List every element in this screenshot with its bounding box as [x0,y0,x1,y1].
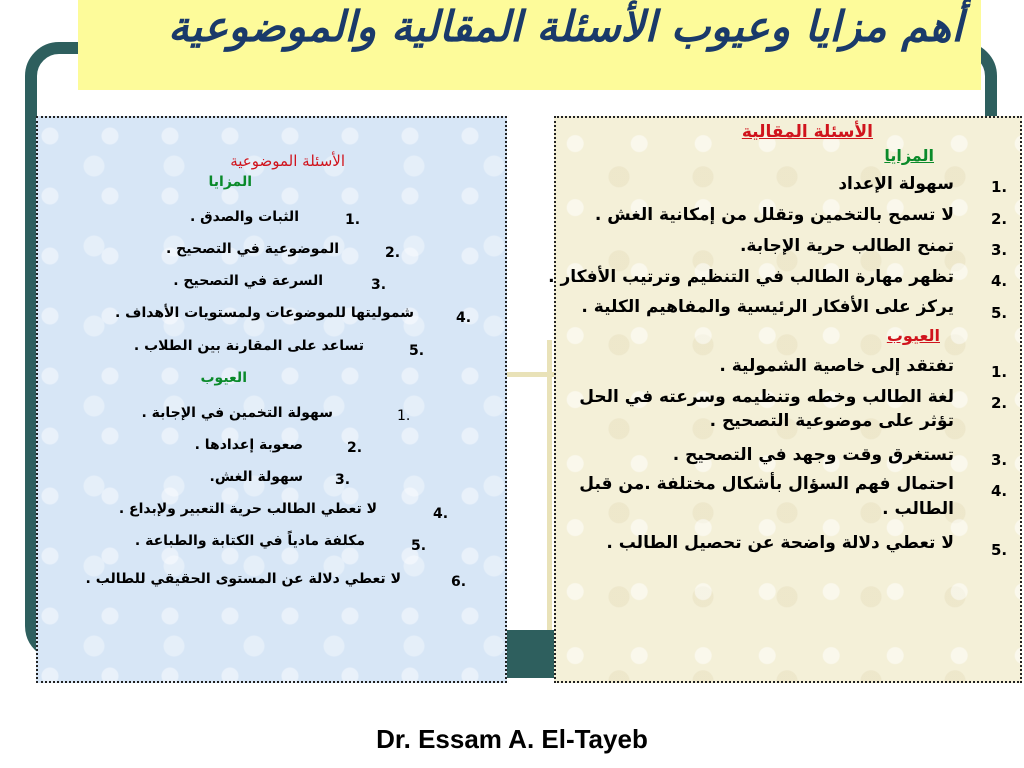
essay-advantage-number: 3. [991,241,1008,259]
objective-disadvantage-number: 5. [411,538,427,554]
objective-advantage-number: 5. [409,343,425,359]
essay-panel [548,116,1022,683]
essay-disadvantages-label: العيوب [886,326,940,345]
essay-disadvantage-number: 1. [991,363,1008,381]
objective-advantage-number: 2. [385,245,401,261]
essay-advantages-label: المزايا [884,146,934,165]
essay-advantage-item: يركز على الأفكار الرئيسية والمفاهيم الكلية . [581,297,954,317]
author-footer: Dr. Essam A. El-Tayeb [376,724,648,754]
objective-advantage-item: الموضوعية في التصحيح . [165,241,339,257]
essay-disadvantage-item: لا تعطي دلالة واضحة عن تحصيل الطالب . [606,533,954,553]
essay-disadvantage-item: تستغرق وقت وجهد في التصحيح . [672,445,954,465]
objective-disadvantage-item: سهولة التخمين في الإجابة . [141,405,333,421]
objective-disadvantage-number: 2. [347,440,363,456]
objective-disadvantage-item: مكلفة مادياً في الكتابة والطباعة . [134,533,365,549]
essay-advantage-item: تمنح الطالب حرية الإجابة. [739,236,954,256]
objective-disadvantage-number: 6. [451,574,467,590]
essay-advantage-item: سهولة الإعداد [838,174,954,194]
objective-advantage-item: تساعد على المقارنة بين الطلاب . [133,338,364,354]
essay-disadvantage-number: 3. [991,451,1008,469]
essay-disadvantage-item: احتمال فهم السؤال بأشكال مختلفة .من قبل [579,474,954,494]
objective-disadvantages-label: العيوب [200,370,247,386]
objective-panel [36,116,507,683]
slide-title: أهم مزايا وعيوب الأسئلة المقالية والموضوعية [168,2,963,51]
objective-heading: الأسئلة الموضوعية [230,152,345,170]
objective-advantage-item: شموليتها للموضوعات ولمستويات الأهداف . [114,305,414,321]
essay-advantage-item: لا تسمح بالتخمين وتقلل من إمكانية الغش . [594,205,954,225]
essay-disadvantage-number: 2. [991,394,1008,412]
essay-disadvantage-number: 4. [991,482,1008,500]
objective-advantage-number: 3. [371,277,387,293]
objective-disadvantage-item: سهولة الغش. [209,469,303,485]
objective-disadvantage-number: 3. [335,472,351,488]
connector-line-vertical [547,340,552,635]
objective-advantages-label: المزايا [208,174,252,190]
essay-heading: الأسئلة المقالية [741,122,873,142]
title-banner [78,0,981,90]
essay-advantage-number: 5. [991,304,1008,322]
objective-disadvantage-item: لا تعطي دلالة عن المستوى الحقيقي للطالب . [85,571,401,587]
objective-disadvantage-item: لا تعطي الطالب حرية التعبير ولإبداع . [118,501,377,517]
objective-advantage-item: السرعة في التصحيح . [173,273,323,289]
objective-disadvantage-item: صعوبة إعدادها . [194,437,303,453]
essay-advantage-number: 2. [991,210,1008,228]
objective-disadvantage-number: 1. [397,408,411,424]
objective-advantage-item: الثبات والصدق . [189,209,299,225]
essay-disadvantage-number: 5. [991,541,1008,559]
objective-advantage-number: 1. [345,212,361,228]
essay-advantage-number: 1. [991,178,1008,196]
objective-advantage-number: 4. [456,310,472,326]
essay-disadvantage-item-continued: تؤثر على موضوعية التصحيح . [709,411,954,431]
frame-tab-left [505,630,555,678]
essay-disadvantage-item: لغة الطالب وخطه وتنظيمه وسرعته في الحل [579,387,954,407]
objective-disadvantage-number: 4. [433,506,449,522]
essay-advantage-number: 4. [991,272,1008,290]
essay-advantage-item: تظهر مهارة الطالب في التنظيم وترتيب الأفكار . [548,267,954,287]
essay-disadvantage-item-continued: الطالب . [882,499,954,519]
essay-disadvantage-item: تفتقد إلى خاصية الشمولية . [719,356,954,376]
